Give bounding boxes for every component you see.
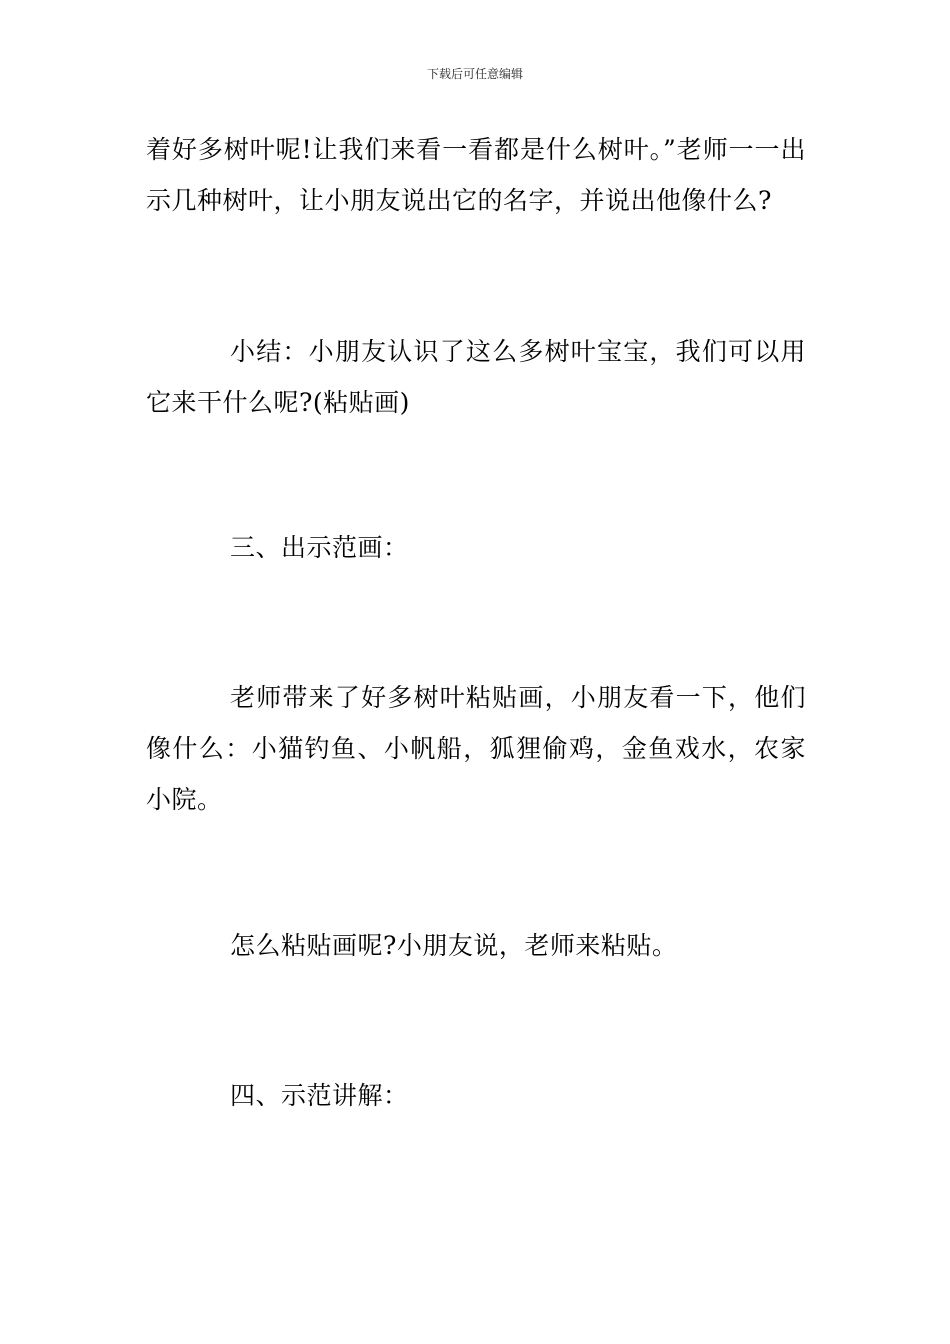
- paragraph-leaves-intro: 着好多树叶呢!让我们来看一看都是什么树叶。”老师一一出示几种树叶，让小朋友说出它的名字，并说出他像什么?: [146, 135, 806, 215]
- section-heading-4: 四、示范讲解：: [230, 1081, 409, 1110]
- paragraph-how-to-paste: 怎么粘贴画呢?小朋友说，老师来粘贴。: [230, 931, 678, 960]
- paragraph-summary: 小结：小朋友认识了这么多树叶宝宝，我们可以用它来干什么呢?(粘贴画): [146, 337, 806, 417]
- section-heading-3: 三、出示范画：: [230, 533, 409, 562]
- page-header-note: 下载后可任意编辑: [426, 67, 523, 81]
- paragraph-sample-pictures: 老师带来了好多树叶粘贴画，小朋友看一下，他们像什么：小猫钓鱼、小帆船，狐狸偷鸡，金鱼戏水，农家小院。: [146, 683, 806, 814]
